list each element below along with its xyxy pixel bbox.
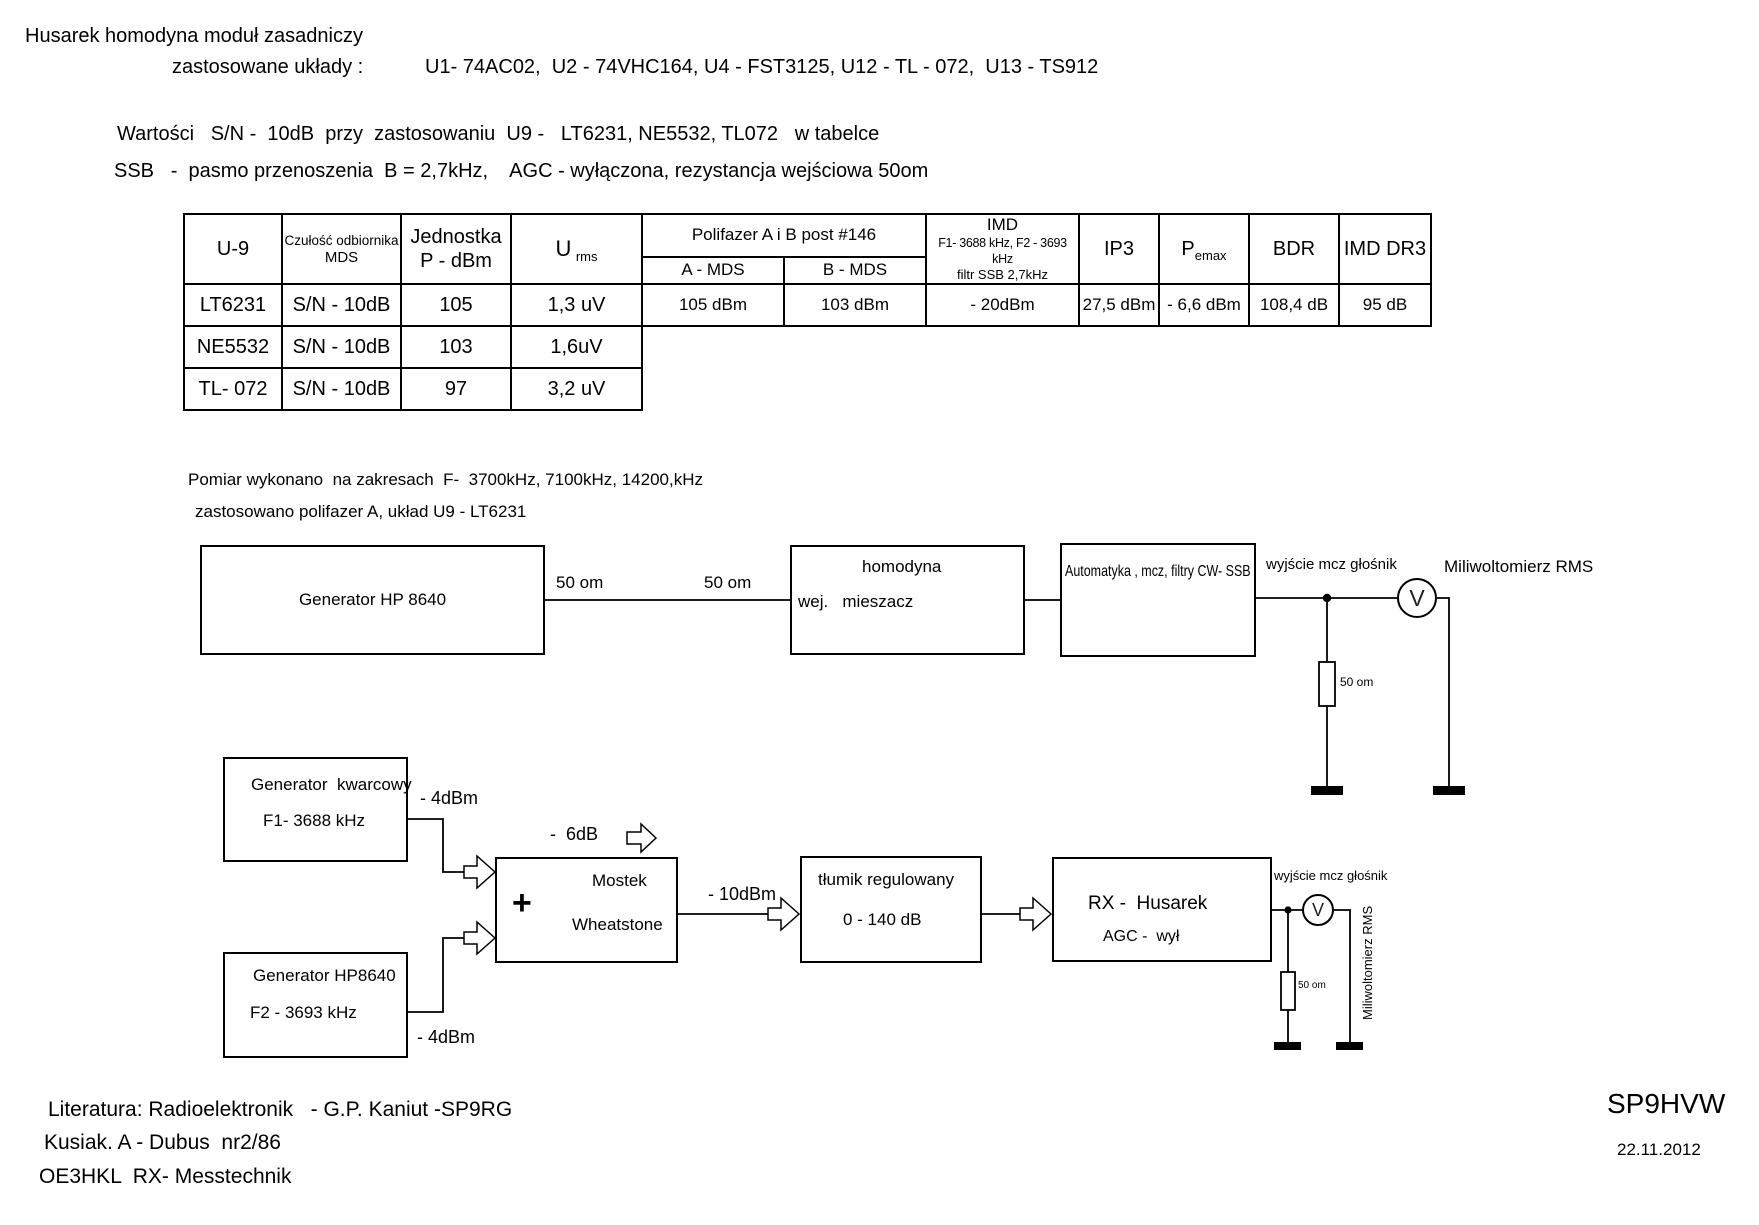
junction-dot [1323, 594, 1331, 602]
homodyna-input-label: wej. mieszacz [798, 592, 914, 611]
col-header-bdr: BDR [1249, 214, 1339, 284]
impedance-label-2: 50 om [704, 573, 752, 592]
voltmeter-symbol: V [1409, 584, 1425, 611]
generator-kwarcowy-line2: F1- 3688 kHz [263, 811, 366, 830]
doc-date: 22.11.2012 [1617, 1140, 1701, 1159]
generator-hp8640-2-line2: F2 - 3693 kHz [250, 1003, 357, 1022]
cell-p: 97 [401, 368, 511, 410]
cell-u9: TL- 072 [184, 368, 282, 410]
voltmeter-symbol: V [1311, 899, 1324, 920]
cell-mds: S/N - 10dB [282, 326, 401, 368]
used-circuits-label: zastosowane układy : [172, 56, 364, 78]
f2-level-label: - 4dBm [417, 1027, 476, 1047]
wire-meter2-ground [1334, 910, 1350, 1042]
cell-p: 103 [401, 326, 511, 368]
cell-imd: - 20dBm [926, 284, 1079, 326]
mostek-line1: Mostek [592, 871, 647, 890]
cell-mds: S/N - 10dB [282, 368, 401, 410]
resistor-symbol [1281, 972, 1295, 1010]
cell-u9: LT6231 [184, 284, 282, 326]
voltmeter-1 [1397, 578, 1437, 618]
cell-u9: NE5532 [184, 326, 282, 368]
loss-label: - 6dB [550, 824, 599, 844]
arrow-into-rx-icon [1020, 898, 1051, 930]
cell-ip3: 27,5 dBm [1079, 284, 1159, 326]
col-header-pemax: $P_{emax}$ [1159, 214, 1249, 284]
col-header-jednostka: Jednostka P - dBm [401, 214, 511, 284]
author-callsign: SP9HVW [1607, 1088, 1726, 1119]
literature-line-2: Kusiak. A - Dubus nr2/86 [44, 1131, 281, 1154]
output-label-1: wyjście mcz głośnik [1266, 556, 1397, 573]
generator-hp8640-box [200, 545, 545, 655]
junction-dot [1284, 906, 1291, 913]
col-header-imddr3: IMD DR3 [1339, 214, 1431, 284]
rx-husarek-line1: RX - Husarek [1088, 893, 1208, 914]
loss-direction-arrow-icon [627, 824, 656, 852]
resistor-symbol [1319, 662, 1335, 706]
wire-f2-mostek [408, 938, 464, 1012]
col-header-b-mds: B - MDS [784, 257, 926, 284]
cell-urms: 1,3 uV [511, 284, 642, 326]
arrow-into-mostek-top-icon [464, 856, 495, 888]
cell-p: 105 [401, 284, 511, 326]
wire-meter-ground [1437, 598, 1449, 786]
col-header-polifazer: Polifazer A i B post #146 [642, 214, 926, 257]
cell-pemax: - 6,6 dBm [1159, 284, 1249, 326]
cell-b-mds: 103 dBm [784, 284, 926, 326]
ssb-note: SSB - pasmo przenoszenia B = 2,7kHz, AGC - wyłączona, rezystancja wejściowa 50om [114, 160, 929, 182]
col-header-mds: Czułość odbiornika MDS [282, 214, 401, 284]
mostek-output-level-label: - 10dBm [708, 884, 777, 904]
automatyka-label: Automatyka , mcz, filtry CW- SSB [1065, 563, 1251, 580]
ground-symbol [1274, 1042, 1301, 1050]
generator-hp8640-2-line1: Generator HP8640 [253, 966, 396, 985]
literature-line-1: Literatura: Radioelektronik - G.P. Kaniut -SP9RG [48, 1098, 513, 1121]
rx-husarek-line2: AGC - wył [1103, 928, 1180, 945]
tlumik-line1: tłumik regulowany [818, 870, 955, 889]
automatyka-box [1060, 543, 1256, 657]
ground-symbol [1433, 786, 1465, 795]
cell-urms: 1,6uV [511, 326, 642, 368]
col-header-ip3: IP3 [1079, 214, 1159, 284]
resistor-label-1: 50 om [1340, 675, 1374, 689]
measurement-note-1: Pomiar wykonano na zakresach F- 3700kHz, 7100kHz, 14200,kHz [188, 470, 703, 489]
used-circuits-list: U1- 74AC02, U2 - 74VHC164, U4 - FST3125, U12 - TL - 072, U13 - TS912 [425, 56, 1099, 78]
arrow-into-mostek-bottom-icon [464, 922, 495, 954]
output-label-2: wyjście mcz głośnik [1274, 868, 1388, 883]
cell-imddr3: 95 dB [1339, 284, 1431, 326]
impedance-label-1: 50 om [556, 573, 604, 592]
homodyna-title: homodyna [862, 557, 942, 576]
generator-hp8640-label: Generator HP 8640 [298, 590, 447, 609]
cell-a-mds: 105 dBm [642, 284, 784, 326]
generator-kwarcowy-box [223, 757, 408, 862]
ground-symbol [1311, 786, 1343, 795]
ground-symbol [1336, 1042, 1363, 1050]
cell-mds: S/N - 10dB [282, 284, 401, 326]
col-header-urms: U $_{rms}$ [511, 214, 642, 284]
col-header-a-mds: A - MDS [642, 257, 784, 284]
voltmeter-2 [1302, 894, 1334, 926]
col-header-imd: IMD F1- 3688 kHz, F2 - 3693 kHz filtr SSB 2,7kHz [926, 214, 1079, 284]
measurement-note-2: zastosowano polifazer A, układ U9 - LT6231 [195, 502, 527, 521]
f1-level-label: - 4dBm [420, 788, 479, 808]
values-note: Wartości S/N - 10dB przy zastosowaniu U9 - LT6231, NE5532, TL072 w tabelce [117, 123, 880, 145]
cell-bdr: 108,4 dB [1249, 284, 1339, 326]
mostek-line2: Wheatstone [572, 915, 663, 934]
tlumik-line2: 0 - 140 dB [843, 910, 922, 929]
millivoltmeter-label-2: Miliwoltomierz RMS [1360, 905, 1375, 1020]
generator-kwarcowy-line1: Generator kwarcowy [251, 775, 412, 794]
resistor-label-2: 50 om [1298, 980, 1326, 991]
col-header-u9: U-9 [184, 214, 282, 284]
summing-plus-symbol: + [512, 884, 532, 922]
literature-line-3: OE3HKL RX- Messtechnik [39, 1165, 292, 1188]
cell-urms: 3,2 uV [511, 368, 642, 410]
doc-title: Husarek homodyna moduł zasadniczy [25, 25, 363, 47]
wire-f1-mostek [408, 819, 464, 872]
millivoltmeter-label-1: Miliwoltomierz RMS [1444, 557, 1594, 576]
